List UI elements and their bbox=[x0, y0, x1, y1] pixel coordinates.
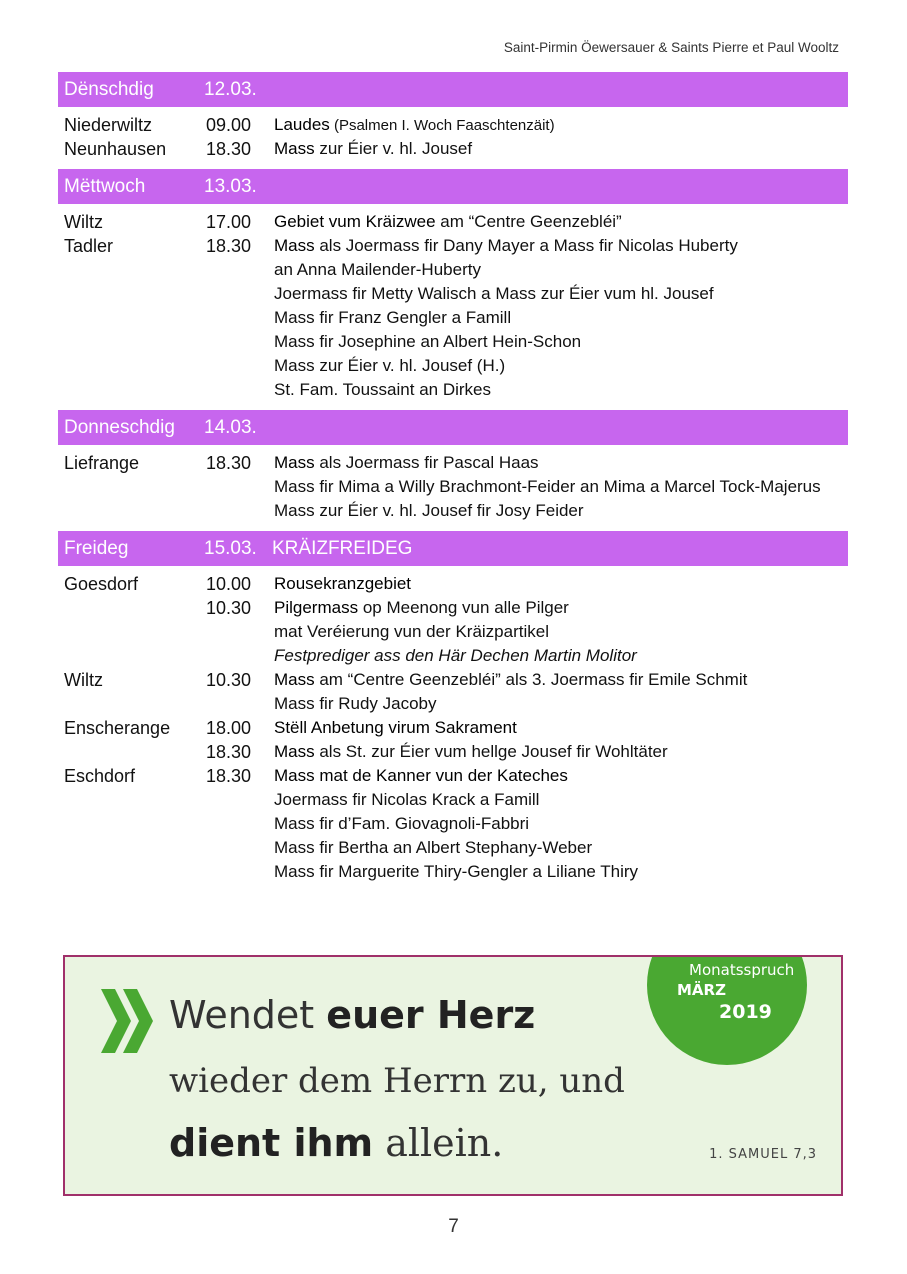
service-description bbox=[274, 836, 592, 861]
service-detail: zur Éier v. hl. Jousef bbox=[314, 139, 473, 158]
service-description bbox=[274, 378, 491, 403]
service-type: Mass bbox=[274, 670, 315, 689]
service-detail: als Joermass fir Pascal Haas bbox=[314, 453, 539, 472]
badge-label: Monatsspruch bbox=[689, 961, 795, 979]
schedule-row bbox=[58, 282, 848, 306]
service-detail: Joermass fir Metty Walisch a Mass zur Éier vum hl. Jousef bbox=[274, 284, 714, 303]
schedule-row bbox=[58, 668, 848, 692]
time: 18.30 bbox=[206, 766, 252, 786]
service-type: Laudes bbox=[274, 115, 330, 134]
day-title: KRÄIZFREIDEG bbox=[272, 538, 413, 559]
service-detail: Mass fir d’Fam. Giovagnoli-Fabbri bbox=[274, 814, 530, 833]
service-description bbox=[274, 258, 481, 283]
schedule-row bbox=[58, 716, 848, 740]
service-detail: am “Centre Geenzebléi” bbox=[435, 212, 622, 231]
service-detail: am “Centre Geenzebléi” als 3. Joermass fir Emile Schmit bbox=[314, 670, 748, 689]
time: 17.00 bbox=[206, 212, 252, 232]
schedule-row bbox=[58, 330, 848, 354]
service-detail: Mass fir Rudy Jacoby bbox=[274, 694, 437, 713]
service-description bbox=[274, 692, 437, 717]
service-description bbox=[274, 282, 714, 307]
day-header bbox=[58, 531, 848, 566]
service-description bbox=[274, 740, 668, 765]
service-description bbox=[274, 668, 747, 693]
location: Liefrange bbox=[64, 453, 140, 473]
day-date: 13.03. bbox=[204, 176, 257, 197]
page-header: Saint-Pirmin Öewersauer & Saints Pierre et Paul Wooltz bbox=[503, 40, 839, 55]
verse-line-2: wieder dem Herrn zu, und bbox=[169, 1061, 625, 1101]
schedule-row bbox=[58, 692, 848, 716]
schedule-row bbox=[58, 234, 848, 258]
service-note: (Psalmen I. Woch Faaschtenzäit) bbox=[329, 117, 555, 134]
month-badge bbox=[647, 955, 807, 1065]
schedule-row bbox=[58, 113, 848, 137]
schedule-row bbox=[58, 210, 848, 234]
location: Enscherange bbox=[64, 718, 171, 738]
time: 10.00 bbox=[206, 574, 252, 594]
service-description bbox=[274, 499, 584, 524]
day-header bbox=[58, 72, 848, 107]
service-description bbox=[274, 234, 738, 259]
service-detail: Festprediger ass den Här Dechen Martin Molitor bbox=[274, 646, 637, 665]
location: Eschdorf bbox=[64, 766, 136, 786]
schedule-row bbox=[58, 740, 848, 764]
service-description bbox=[274, 620, 549, 645]
time: 09.00 bbox=[206, 115, 252, 135]
schedule-row bbox=[58, 378, 848, 402]
service-detail: Mass zur Éier v. hl. Jousef (H.) bbox=[274, 356, 506, 375]
schedule-row bbox=[58, 644, 848, 668]
schedule bbox=[58, 72, 848, 892]
service-type: Stëll Anbetung virum Sakrament bbox=[274, 718, 517, 737]
schedule-row bbox=[58, 475, 848, 499]
schedule-row bbox=[58, 812, 848, 836]
day-header bbox=[58, 169, 848, 204]
day-name: Dënschdig bbox=[64, 79, 154, 100]
time: 10.30 bbox=[206, 598, 252, 618]
service-description bbox=[274, 137, 472, 162]
service-description bbox=[274, 475, 821, 500]
location: Wiltz bbox=[64, 670, 103, 690]
service-detail: St. Fam. Toussaint an Dirkes bbox=[274, 380, 491, 399]
schedule-row bbox=[58, 354, 848, 378]
location: Tadler bbox=[64, 236, 114, 256]
service-type: Gebiet vum Kräizwee bbox=[274, 212, 436, 231]
service-type: Mass bbox=[274, 139, 315, 158]
service-description bbox=[274, 596, 569, 621]
service-description bbox=[274, 354, 505, 379]
page-number: 7 bbox=[448, 1216, 459, 1237]
chevron-right-icon bbox=[101, 989, 157, 1053]
service-detail: als Joermass fir Dany Mayer a Mass fir Nicolas Huberty bbox=[314, 236, 738, 255]
service-type: Mass bbox=[274, 742, 315, 761]
schedule-row bbox=[58, 596, 848, 620]
day-date: 15.03. bbox=[204, 538, 257, 559]
day-entries bbox=[58, 107, 848, 169]
schedule-row bbox=[58, 764, 848, 788]
time: 18.00 bbox=[206, 718, 252, 738]
service-detail: Mass fir Mima a Willy Brachmont-Feider an Mima a Marcel Tock-Majerus bbox=[274, 477, 821, 496]
time: 18.30 bbox=[206, 236, 252, 256]
location: Niederwiltz bbox=[64, 115, 153, 135]
location: Goesdorf bbox=[64, 574, 139, 594]
verse-line-3: dient ihm allein. bbox=[169, 1121, 504, 1165]
service-description bbox=[274, 644, 637, 669]
service-description bbox=[274, 572, 411, 597]
schedule-row bbox=[58, 788, 848, 812]
time: 18.30 bbox=[206, 139, 252, 159]
schedule-row bbox=[58, 258, 848, 282]
service-description bbox=[274, 113, 555, 138]
time: 18.30 bbox=[206, 453, 252, 473]
service-detail: Mass fir Franz Gengler a Famill bbox=[274, 308, 512, 327]
service-description bbox=[274, 788, 539, 813]
schedule-row bbox=[58, 499, 848, 523]
service-description bbox=[274, 764, 568, 789]
service-description bbox=[274, 716, 517, 741]
schedule-row bbox=[58, 620, 848, 644]
location: Wiltz bbox=[64, 212, 103, 232]
service-type: Rousekranzgebiet bbox=[274, 574, 412, 593]
time: 18.30 bbox=[206, 742, 252, 762]
service-type: Mass mat de Kanner vun der Kateches bbox=[274, 766, 568, 785]
day-date: 14.03. bbox=[204, 417, 257, 438]
schedule-row bbox=[58, 836, 848, 860]
day-name: Mëttwoch bbox=[64, 176, 146, 197]
schedule-row bbox=[58, 451, 848, 475]
service-description bbox=[274, 451, 539, 476]
schedule-row bbox=[58, 306, 848, 330]
service-detail: Joermass fir Nicolas Krack a Famill bbox=[274, 790, 540, 809]
badge-month: MÄRZ bbox=[677, 981, 726, 999]
service-detail: Mass fir Bertha an Albert Stephany-Weber bbox=[274, 838, 593, 857]
service-detail: op Meenong vun alle Pilger bbox=[358, 598, 569, 617]
service-description bbox=[274, 306, 511, 331]
day-date: 12.03. bbox=[204, 79, 257, 100]
day-name: Donneschdig bbox=[64, 417, 175, 438]
day-header bbox=[58, 410, 848, 445]
service-detail: Mass zur Éier v. hl. Jousef fir Josy Feider bbox=[274, 501, 584, 520]
service-description bbox=[274, 860, 638, 885]
day-entries bbox=[58, 566, 848, 892]
service-description bbox=[274, 210, 622, 235]
location: Neunhausen bbox=[64, 139, 167, 159]
service-description bbox=[274, 330, 581, 355]
service-detail: an Anna Mailender-Huberty bbox=[274, 260, 481, 279]
service-type: Pilgermass bbox=[274, 598, 359, 617]
service-detail: Mass fir Josephine an Albert Hein-Schon bbox=[274, 332, 582, 351]
service-detail: mat Veréierung vun der Kräizpartikel bbox=[274, 622, 549, 641]
monthly-verse-banner bbox=[63, 955, 843, 1196]
schedule-row bbox=[58, 860, 848, 884]
day-name: Freideg bbox=[64, 538, 129, 559]
verse-reference: 1. SAMUEL 7,3 bbox=[709, 1147, 817, 1162]
day-entries bbox=[58, 204, 848, 410]
verse-line-1: Wendet euer Herz bbox=[169, 993, 536, 1037]
badge-year: 2019 bbox=[719, 1001, 772, 1023]
schedule-row bbox=[58, 137, 848, 161]
service-type: Mass bbox=[274, 453, 315, 472]
service-detail: Mass fir Marguerite Thiry-Gengler a Liliane Thiry bbox=[274, 862, 639, 881]
service-detail: als St. zur Éier vum hellge Jousef fir Wohltäter bbox=[314, 742, 668, 761]
day-entries bbox=[58, 445, 848, 531]
schedule-row bbox=[58, 572, 848, 596]
service-type: Mass bbox=[274, 236, 315, 255]
time: 10.30 bbox=[206, 670, 252, 690]
service-description bbox=[274, 812, 529, 837]
